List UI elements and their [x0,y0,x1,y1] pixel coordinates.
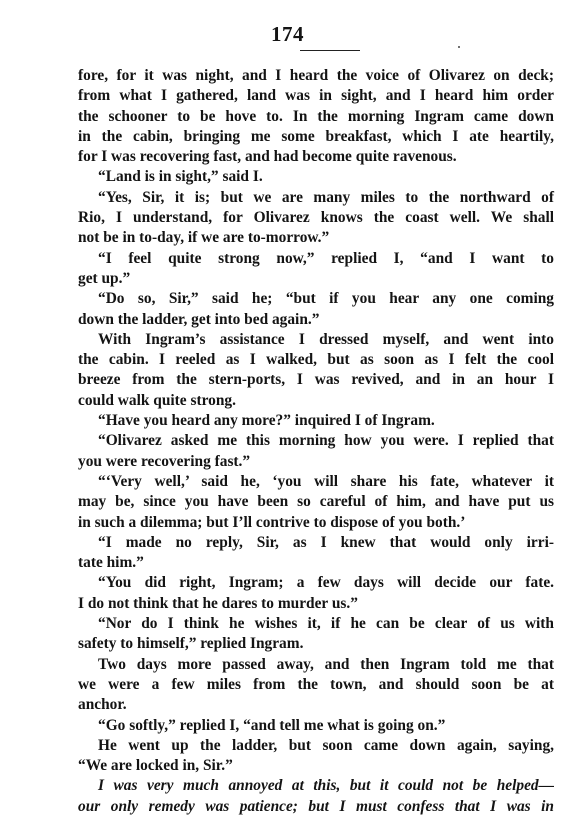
text-line: breeze from the stern-ports, I was revived, and in an hour I [78,371,554,389]
print-speck [458,46,460,48]
text-line: I was very much annoyed at this, but it could not be helped— [98,777,554,795]
text-line: may be, since you have been so careful of him, and have put us [78,493,554,511]
text-line: the schooner to be hove to. In the morning Ingram came down [78,107,554,125]
text-line: “Do so, Sir,” said he; “but if you hear any one coming [98,290,554,308]
text-line: He went up the ladder, but soon came down again, saying, [98,736,554,754]
text-line: not be in to-day, if we are to-morrow.” [78,229,330,247]
text-line: the cabin. I reeled as I walked, but as soon as I felt the cool [78,351,554,369]
text-line: “We are locked in, Sir.” [78,757,233,775]
page-number: 174 [271,22,304,46]
text-line: “Land is in sight,” said I. [98,168,263,186]
text-line: could walk quite strong. [78,391,236,409]
text-line: “Go softly,” replied I, “and tell me what is going on.” [98,716,446,734]
text-line: you were recovering fast.” [78,452,251,470]
text-line: I do not think that he dares to murder us.” [78,594,358,612]
text-line: With Ingram’s assistance I dressed myself, and went into [98,330,554,348]
text-line: down the ladder, get into bed again.” [78,310,320,328]
text-line: for I was recovering fast, and had become quite ravenous. [78,148,457,166]
text-line: “Olivarez asked me this morning how you were. I replied that [98,432,554,450]
text-line: “I feel quite strong now,” replied I, “and I want to [98,249,554,267]
text-line: anchor. [78,696,127,714]
text-line: “I made no reply, Sir, as I knew that would only irri- [98,533,554,551]
text-line: Rio, I understand, for Olivarez knows the coast well. We shall [78,209,554,227]
text-line: Two days more passed away, and then Ingram told me that [98,655,554,673]
text-line: in the cabin, bringing me some breakfast, which I ate heartily, [78,127,554,145]
text-line: “‘Very well,’ said he, ‘you will share his fate, whatever it [98,472,554,490]
text-line: we were a few miles from the town, and should soon be at [78,675,554,693]
header-rule [300,50,360,51]
text-line: “Yes, Sir, it is; but we are many miles to the northward of [98,188,554,206]
text-line: our only remedy was patience; but I must confess that I was in [78,797,554,815]
text-line: tate him.” [78,554,144,572]
text-line: safety to himself,” replied Ingram. [78,635,304,653]
text-line: in such a dilemma; but I’ll contrive to dispose of you both.’ [78,513,466,531]
text-line: from what I gathered, land was in sight, and I heard him order [78,87,554,105]
body-text [78,66,554,817]
text-line: “You did right, Ingram; a few days will decide our fate. [98,574,554,592]
text-line: fore, for it was night, and I heard the voice of Olivarez on deck; [78,67,554,84]
text-line: get up.” [78,269,131,287]
text-line: “Have you heard any more?” inquired I of Ingram. [98,412,435,430]
text-line: “Nor do I think he wishes it, if he can be clear of us with [98,615,554,633]
